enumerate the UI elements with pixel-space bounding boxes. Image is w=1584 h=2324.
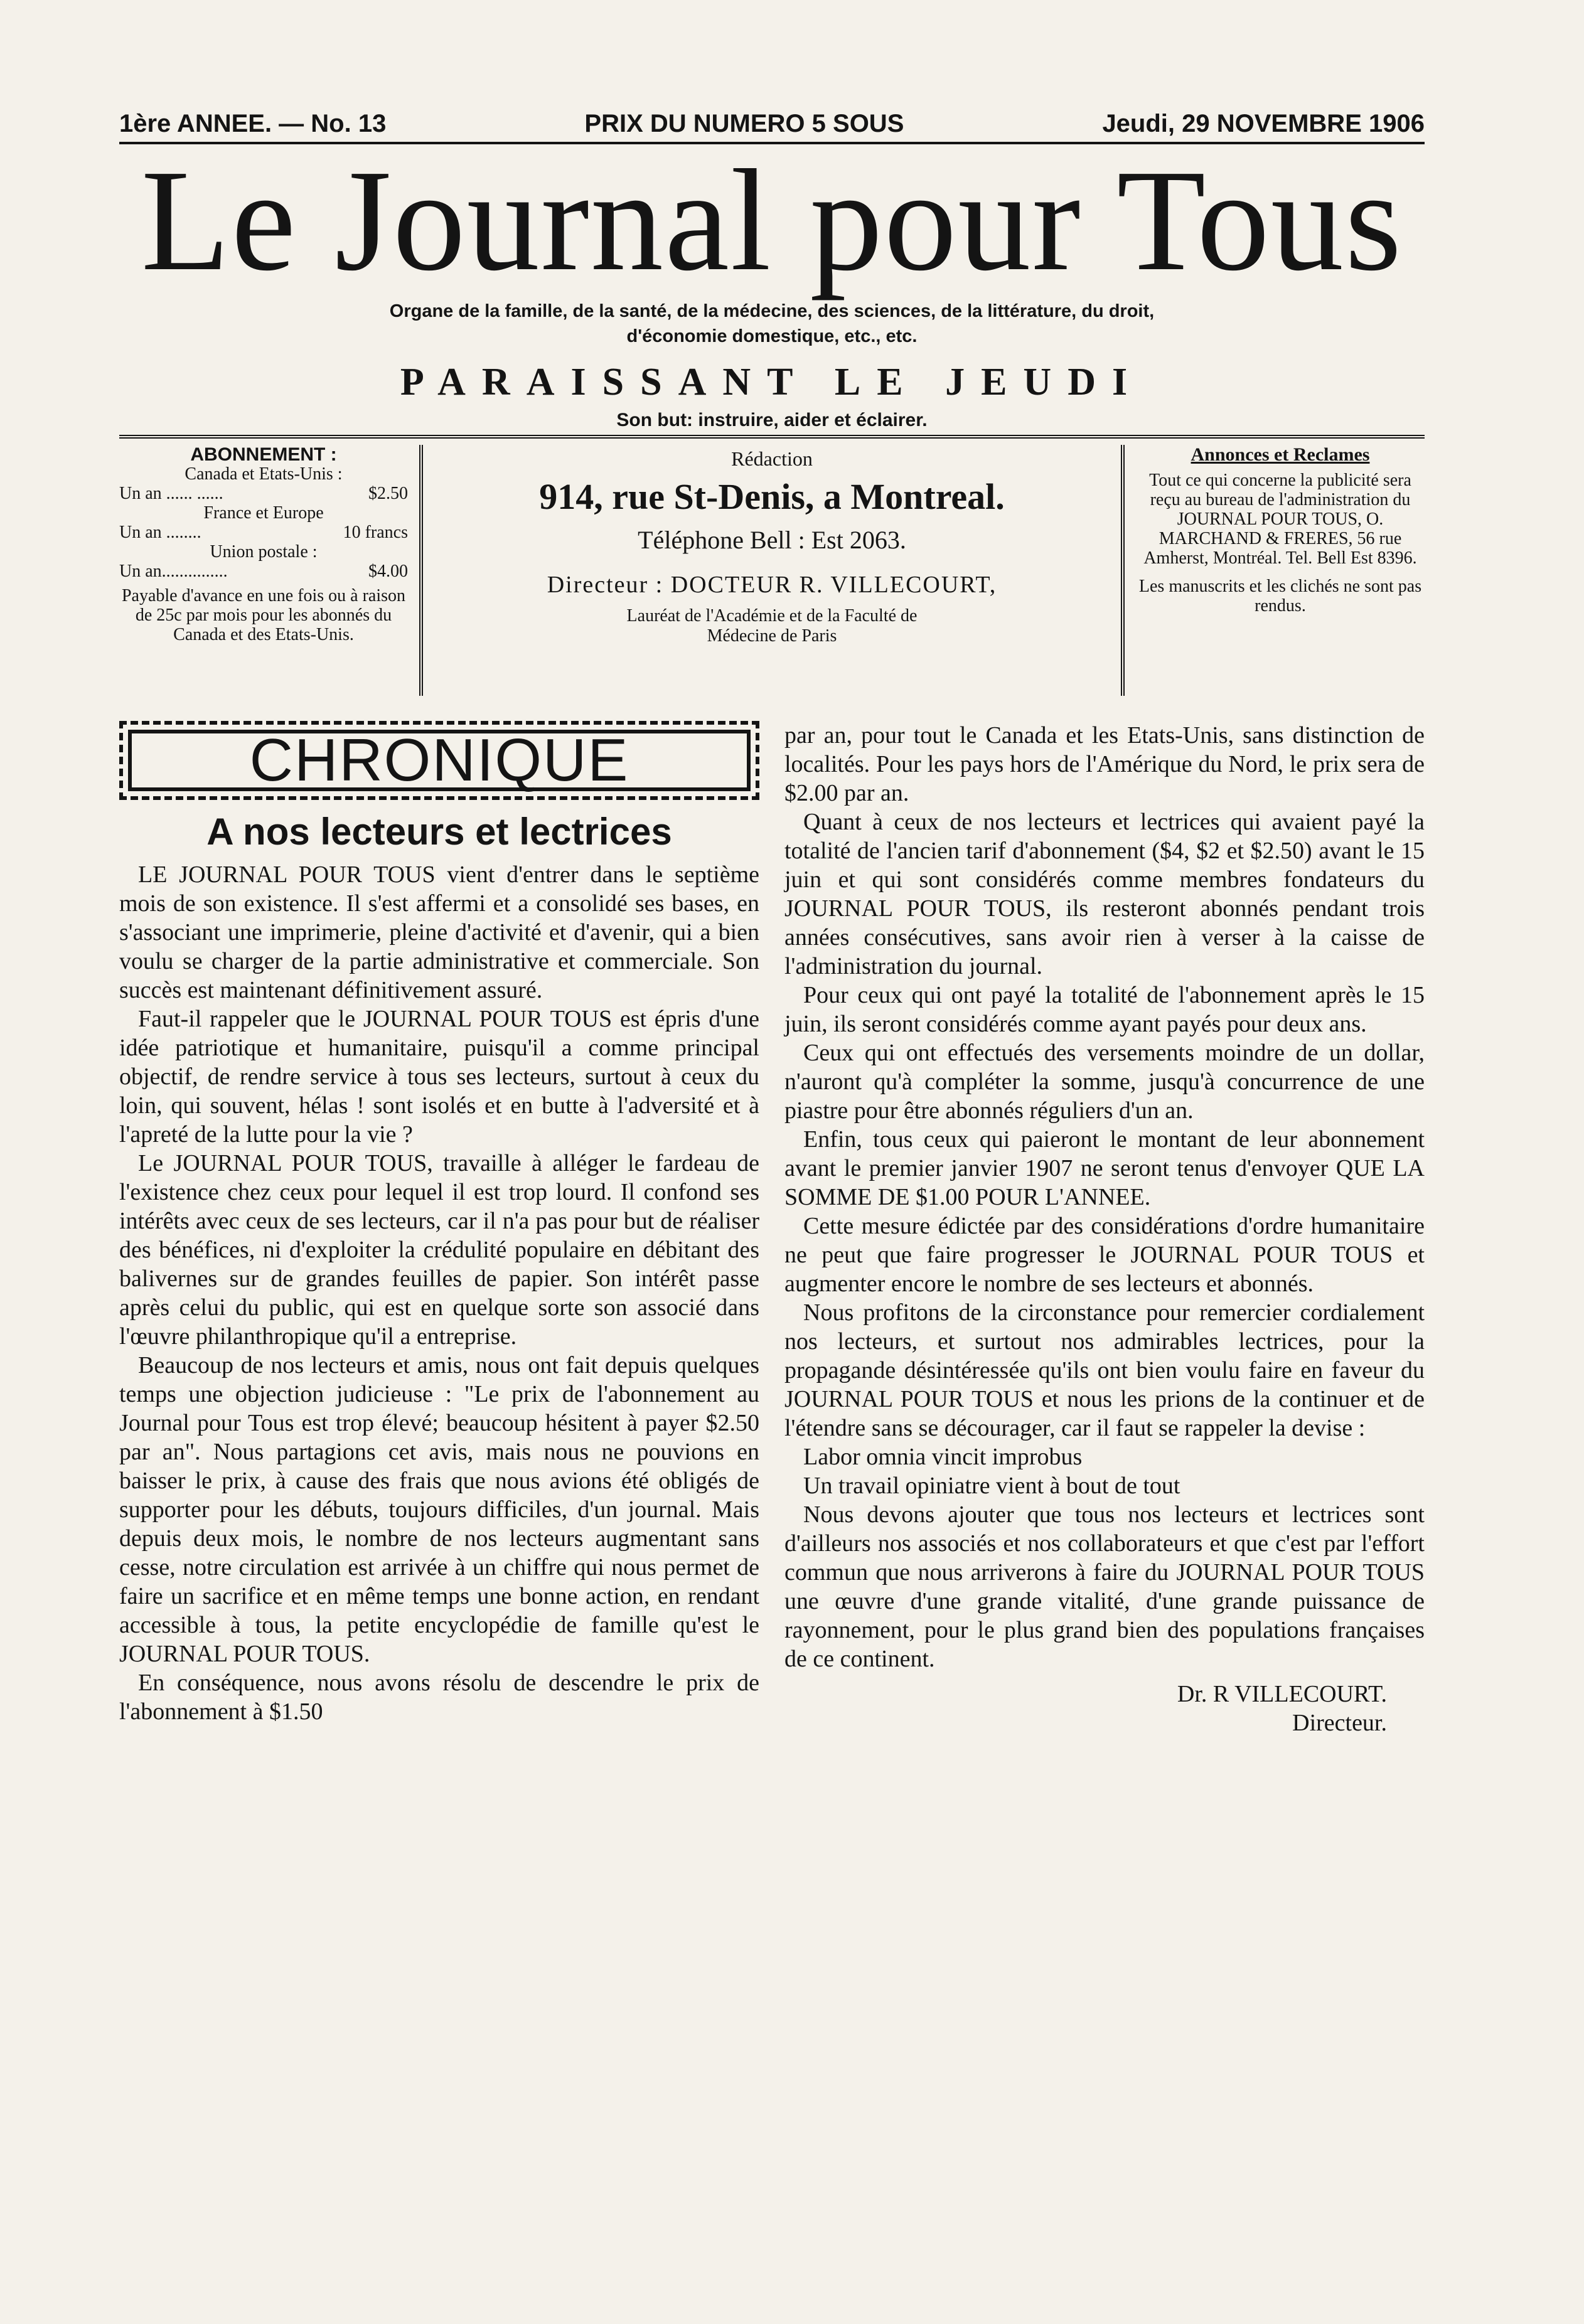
advertising-heading: Annonces et Reclames xyxy=(1191,444,1370,465)
motto-line: Son but: instruire, aider et éclairer. xyxy=(119,410,1425,439)
paragraph: Enfin, tous ceux qui paieront le montant de leur abonnement avant le premier janvier 1907 ne seront tenus d'envoyer QUE LA SOMME DE $1.00 POUR L'ANNEE. xyxy=(784,1126,1425,1210)
paragraph: par an, pour tout le Canada et les Etats-Unis, sans distinction de localités. Pour les pays hors de l'Amérique du Nord, le prix sera de $2.00 par an. xyxy=(784,722,1425,806)
rate-value: $4.00 xyxy=(368,562,408,581)
paragraph: En conséquence, nous avons résolu de descendre le prix de l'abonnement à $1.50 xyxy=(119,1670,759,1725)
signature-name: Dr. R VILLECOURT. xyxy=(1177,1681,1387,1707)
rate-label: Un an ...... ...... xyxy=(119,484,223,503)
laureate-line-2: Médecine de Paris xyxy=(707,626,837,646)
paragraph: LE JOURNAL POUR TOUS vient d'entrer dans le septième mois de son existence. Il s'est affermi et a consolidé ses bases, en s'associant une imprimerie, pleine d'activité et d'avenir, qui a bien voulu se charger de la partie administrative et commerciale. Son succès est maintenant définitivement assuré. xyxy=(119,861,759,1003)
redaction-label: Rédaction xyxy=(731,447,813,470)
masthead-title: Le Journal pour Tous xyxy=(141,140,1403,301)
signature-title: Directeur. xyxy=(1292,1710,1387,1736)
advertising-box xyxy=(1125,445,1425,696)
organ-description xyxy=(119,299,1425,349)
manuscripts-note: Les manuscrits et les clichés ne sont pas rendus. xyxy=(1138,577,1422,616)
zone-union: Union postale : xyxy=(210,542,318,562)
rate-label: Un an ........ xyxy=(119,523,201,542)
paragraph: Pour ceux qui ont payé la totalité de l'abonnement après le 15 juin, ils seront considérés comme ayant payés pour deux ans. xyxy=(784,982,1425,1037)
paragraph: Le JOURNAL POUR TOUS, travaille à alléger le fardeau de l'existence chez ceux pour lequel il est trop lourd. Il confond ses intérêts avec ceux de ses lecteurs, car il n'a pas pour but de réaliser des bénéfices, ni d'exploiter la crédulité populaire en débitant des balivernes sur de grandes feuilles de papier. Son intérêt passe après celui du public, qui est en quelque sorte son associé dans l'œuvre philanthropique qu'il a entreprise. xyxy=(119,1150,759,1350)
motto-french: Un travail opiniatre vient à bout de tout xyxy=(803,1473,1180,1499)
zone-france: France et Europe xyxy=(203,503,324,523)
paragraph: Faut-il rappeler que le JOURNAL POUR TOUS est épris d'une idée patriotique et humanitaire, puisqu'il a comme principal objectif, de rendre service à tous ses lecteurs, surtout à ceux du loin, qui souvent, hélas ! sont isolés et en butte à l'adversité et à l'apreté de la lutte pour la vie ? xyxy=(119,1006,759,1148)
paragraph: Quant à ceux de nos lecteurs et lectrices qui avaient payé la totalité de l'ancien tarif d'abonnement ($4, $2 et $2.50) avant le 15 juin et qui sont considérés comme membres fondateurs du JOURNAL POUR TOUS, ils resteront abonnés pendant trois années consécutives, sans avoir rien à verser à la caisse de l'administration du journal. xyxy=(784,809,1425,979)
info-band xyxy=(119,445,1425,696)
paragraph: Cette mesure édictée par des considérations d'ordre humanitaire ne peut que faire progresser le JOURNAL POUR TOUS et augmenter encore le nombre de ses lecteurs et abonnés. xyxy=(784,1213,1425,1297)
publication-frequency: PARAISSANT LE JEUDI xyxy=(400,361,1144,403)
organ-line-1: Organe de la famille, de la santé, de la médecine, des sciences, de la littérature, du droit, xyxy=(389,301,1155,321)
zone-canada: Canada et Etats-Unis : xyxy=(185,464,343,484)
rate-value: $2.50 xyxy=(368,484,408,503)
rate-row xyxy=(119,523,408,542)
advertising-text: Tout ce qui concerne la publicité sera reçu au bureau de l'administration du JOURNAL POUR TOUS, O. MARCHAND & FRERES, 56 rue Amherst, Montréal. Tel. Bell Est 8396. xyxy=(1143,471,1417,568)
issue-number: 1ère ANNEE. — No. 13 xyxy=(119,110,387,137)
signature xyxy=(784,1680,1425,1737)
director-laureate xyxy=(436,606,1108,646)
issue-date: Jeudi, 29 NOVEMBRE 1906 xyxy=(1102,110,1425,137)
motto-latin: Labor omnia vincit improbus xyxy=(803,1444,1083,1470)
subscription-box xyxy=(119,445,423,696)
paragraph: Nous profitons de la circonstance pour remercier cordialement nos lecteurs, et surtout nos admirables lectrices, pour la propagande désintéressée qu'ils ont bien voulu faire en faveur du JOURNAL POUR TOUS et nous les prions de la continuer et de l'étendre sans se décourager, car il faut se rappeler la devise : xyxy=(784,1299,1425,1441)
payment-note: Payable d'avance en une fois ou à raison de 25c par mois pour les abonnés du Canada et des Etats-Unis. xyxy=(121,586,406,644)
rate-value: 10 francs xyxy=(343,523,408,542)
paragraph: Ceux qui ont effectués des versements moindre de un dollar, n'auront qu'à compléter la somme, jusqu'à concurrence de une piastre pour être abonnés réguliers d'un an. xyxy=(784,1040,1425,1124)
redaction-telephone: Téléphone Bell : Est 2063. xyxy=(638,526,906,554)
subscription-heading: ABONNEMENT : xyxy=(190,444,337,465)
newspaper-page xyxy=(119,110,1425,2268)
article-headline: A nos lecteurs et lectrices xyxy=(206,811,672,853)
section-banner: CHRONIQUE xyxy=(128,730,751,791)
redaction-address: 914, rue St-Denis, a Montreal. xyxy=(539,476,1005,517)
rate-row xyxy=(119,484,408,503)
article-columns xyxy=(119,721,1425,1737)
editorial-box xyxy=(423,445,1125,696)
rate-label: Un an............... xyxy=(119,562,228,581)
paragraph: Beaucoup de nos lecteurs et amis, nous ont fait depuis quelques temps une objection judicieuse : "Le prix de l'abonnement au Journal pour Tous est trop élevé; beaucoup hésitent à payer $2.50 par an". Nous partagions cet avis, mais nous ne pouvions en baisser le prix, à cause des frais que nous avions été obligés de supporter pour les débuts, toujours difficiles, d'un journal. Mais depuis deux mois, le nombre de nos lecteurs augmentant sans cesse, notre circulation est arrivée à un chiffre qui nous permet de faire un sacrifice et en même temps une bonne action, en rendant accessible à tous, la petite encyclopédie de famille qu'est le JOURNAL POUR TOUS. xyxy=(119,1352,759,1667)
rate-row xyxy=(119,562,408,581)
issue-price: PRIX DU NUMERO 5 SOUS xyxy=(584,110,904,137)
closing-paragraph: Nous devons ajouter que tous nos lecteurs et lectrices sont d'ailleurs nos associés et nos collaborateurs et que c'est par l'effort commun que nous arriverons à faire du JOURNAL POUR TOUS une œuvre d'une grande vitalité, d'une grande puissance de rayonnement, pour le plus grand bien des populations françaises de ce continent. xyxy=(784,1501,1425,1672)
article-column-2 xyxy=(784,721,1425,1737)
article-column-1 xyxy=(119,721,759,1737)
laureate-line-1: Lauréat de l'Académie et de la Faculté de xyxy=(626,606,918,626)
issue-line xyxy=(119,110,1425,144)
redaction-director: Directeur : DOCTEUR R. VILLECOURT, xyxy=(547,572,997,598)
organ-line-2: d'économie domestique, etc., etc. xyxy=(626,326,918,346)
